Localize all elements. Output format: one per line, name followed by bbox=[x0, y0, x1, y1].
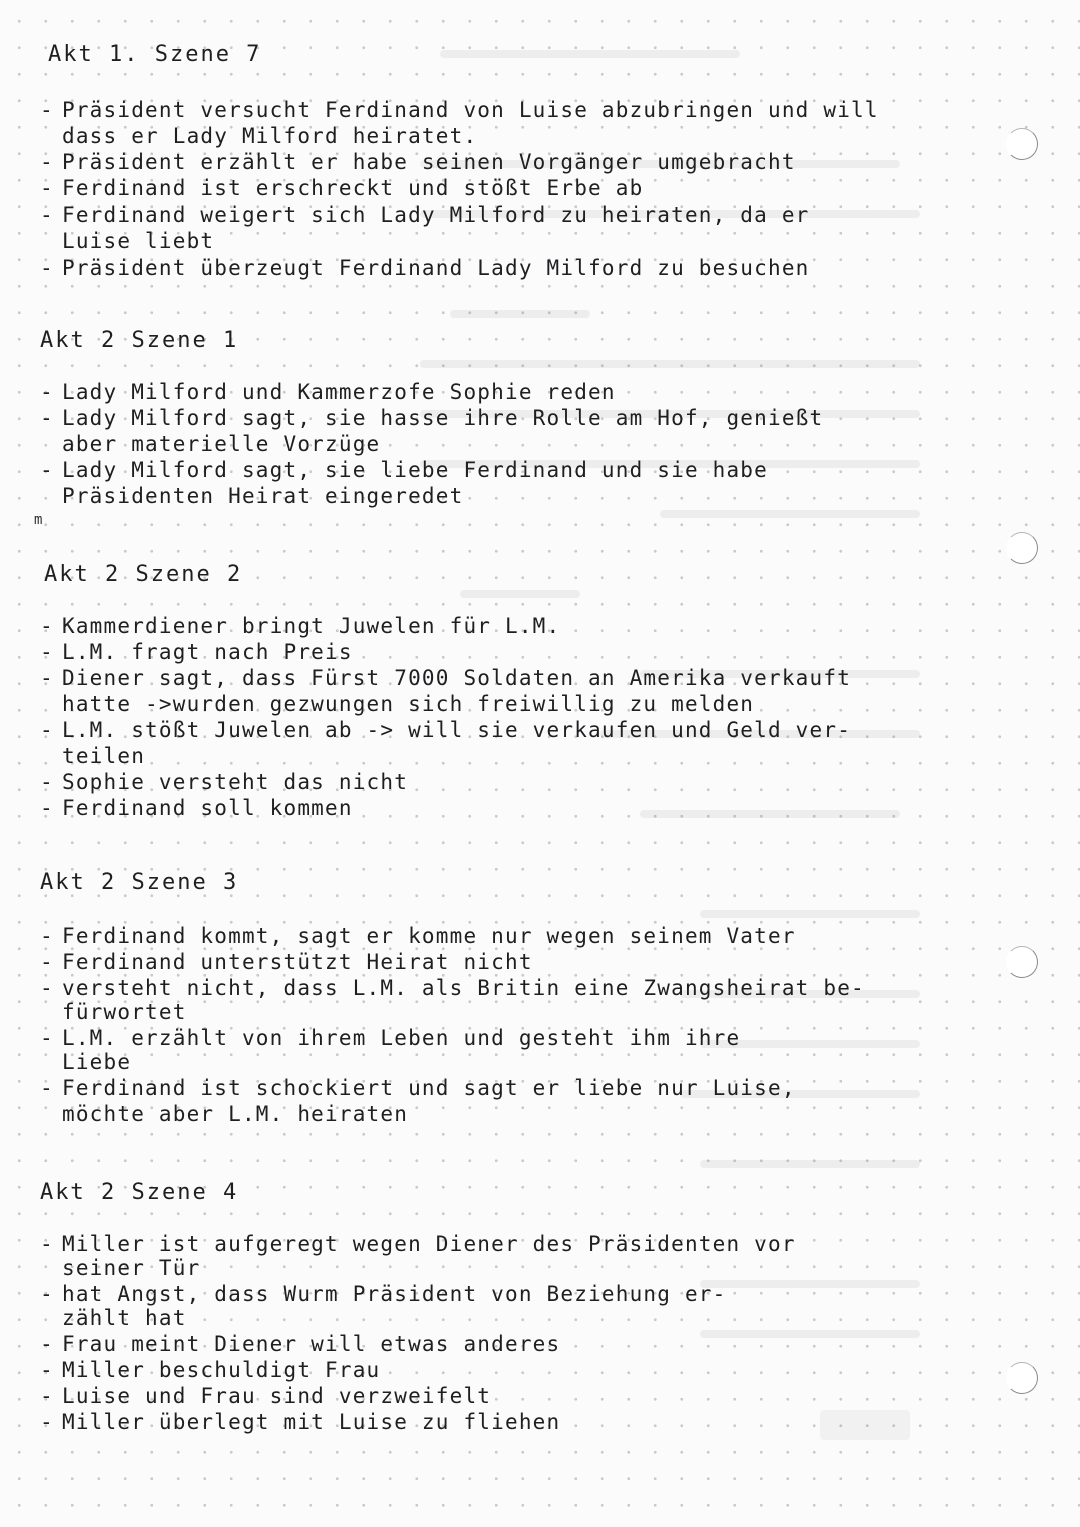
margin-scribble: m bbox=[34, 512, 43, 528]
bullet-line: - Miller überlegt mit Luise zu fliehen bbox=[40, 1410, 561, 1434]
bullet-line: - L.M. stößt Juwelen ab -> will sie verkaufen und Geld ver- bbox=[40, 718, 852, 742]
bullet-line: - Sophie versteht das nicht bbox=[40, 770, 409, 794]
bullet-continuation: fürwortet bbox=[62, 1000, 187, 1024]
bullet-continuation: Liebe bbox=[62, 1050, 132, 1074]
bullet-line: - Ferdinand ist erschreckt und stößt Erbe ab bbox=[40, 176, 644, 200]
bullet-continuation: Luise liebt bbox=[62, 229, 215, 253]
bullet-line: - Frau meint Diener will etwas anderes bbox=[40, 1332, 561, 1356]
punch-hole-bottom bbox=[1006, 1362, 1038, 1394]
bullet-line: - Ferdinand soll kommen bbox=[40, 796, 353, 820]
bullet-line: - versteht nicht, dass L.M. als Britin eine Zwangsheirat be- bbox=[40, 976, 865, 1000]
bullet-line: - Präsident versucht Ferdinand von Luise abzubringen und will bbox=[40, 98, 879, 122]
bullet-continuation: teilen bbox=[62, 744, 146, 768]
bullet-line: - Miller ist aufgeregt wegen Diener des Präsidenten vor bbox=[40, 1232, 796, 1256]
bullet-continuation: dass er Lady Milford heiratet. bbox=[62, 124, 478, 148]
section-heading: Akt 1. Szene 7 bbox=[48, 42, 262, 67]
bullet-line: - Ferdinand kommt, sagt er komme nur wegen seinem Vater bbox=[40, 924, 796, 948]
bullet-line: - Präsident erzählt er habe seinen Vorgänger umgebracht bbox=[40, 150, 796, 174]
section-heading: Akt 2 Szene 3 bbox=[40, 870, 239, 895]
bullet-line: - Kammerdiener bringt Juwelen für L.M. bbox=[40, 614, 561, 638]
bullet-line: - Präsident überzeugt Ferdinand Lady Milford zu besuchen bbox=[40, 256, 810, 280]
section-heading: Akt 2 Szene 2 bbox=[44, 562, 243, 587]
punch-hole-top bbox=[1006, 128, 1038, 160]
bullet-line: - Ferdinand weigert sich Lady Milford zu heiraten, da er bbox=[40, 203, 810, 227]
bullet-line: - Lady Milford und Kammerzofe Sophie reden bbox=[40, 380, 616, 404]
bullet-continuation: seiner Tür bbox=[62, 1256, 201, 1280]
section-heading: Akt 2 Szene 1 bbox=[40, 328, 239, 353]
bullet-line: - L.M. erzählt von ihrem Leben und gesteht ihm ihre bbox=[40, 1026, 741, 1050]
bullet-line: - Ferdinand ist schockiert und sagt er liebe nur Luise, bbox=[40, 1076, 796, 1100]
punch-hole-middle bbox=[1006, 532, 1038, 564]
section-heading: Akt 2 Szene 4 bbox=[40, 1180, 239, 1205]
bullet-line: - Miller beschuldigt Frau bbox=[40, 1358, 381, 1382]
bullet-line: - Luise und Frau sind verzweifelt bbox=[40, 1384, 492, 1408]
bullet-continuation: möchte aber L.M. heiraten bbox=[62, 1102, 409, 1126]
bullet-continuation: Präsidenten Heirat eingeredet bbox=[62, 484, 464, 508]
bullet-continuation: hatte ->wurden gezwungen sich freiwillig zu melden bbox=[62, 692, 755, 716]
bullet-line: - Ferdinand unterstützt Heirat nicht bbox=[40, 950, 533, 974]
punch-hole-lower bbox=[1006, 946, 1038, 978]
bullet-line: - Lady Milford sagt, sie liebe Ferdinand und sie habe bbox=[40, 458, 768, 482]
bullet-line: - hat Angst, dass Wurm Präsident von Beziehung er- bbox=[40, 1282, 727, 1306]
bullet-line: - Lady Milford sagt, sie hasse ihre Rolle am Hof, genießt bbox=[40, 406, 824, 430]
bullet-line: - L.M. fragt nach Preis bbox=[40, 640, 353, 664]
bullet-continuation: zählt hat bbox=[62, 1306, 187, 1330]
bullet-continuation: aber materielle Vorzüge bbox=[62, 432, 381, 456]
bullet-line: - Diener sagt, dass Fürst 7000 Soldaten an Amerika verkauft bbox=[40, 666, 852, 690]
